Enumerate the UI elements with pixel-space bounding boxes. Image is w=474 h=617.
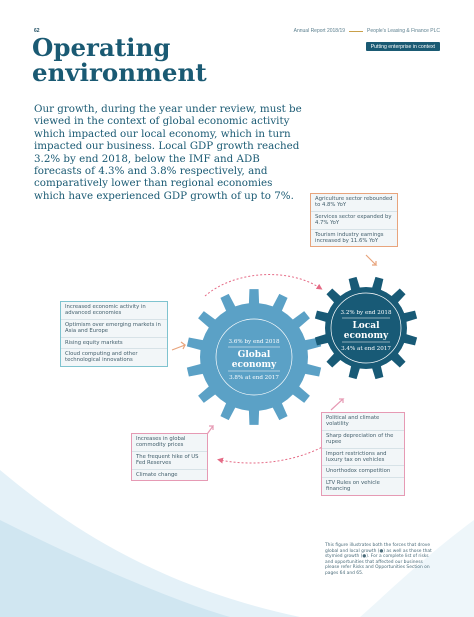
arrow-local-factors xyxy=(366,255,376,265)
global-growth-barriers xyxy=(131,433,208,481)
list-item: Rising equity markets xyxy=(61,338,167,349)
global-top-stat: 3.6% by end 2018 xyxy=(228,339,280,345)
local-growth-drivers xyxy=(310,193,398,247)
list-item: Services sector expanded by 4.7% YoY xyxy=(311,212,397,230)
global-label-line-2: economy xyxy=(231,360,277,370)
page-number: 62 xyxy=(34,28,40,34)
company-name: People's Leasing & Finance PLC xyxy=(367,28,440,34)
figure-footnote: This figure illustrates both the forces that drove global and local growth (●) as well as those that stymied growth (●). For a complete list of risks and opportunities that affected our business please refer Risks and Opportunities Section on pages 64 and 65. xyxy=(325,543,432,576)
report-title: Annual Report 2018/19 xyxy=(293,28,346,34)
local-top-stat: 3.2% by end 2018 xyxy=(340,310,392,316)
list-item: Unorthodox competition xyxy=(322,466,404,477)
global-bottom-stat: 3.8% at end 2017 xyxy=(229,375,279,381)
list-item: Political and climate volatility xyxy=(322,413,404,431)
global-growth-drivers xyxy=(60,301,168,367)
intro-paragraph: Our growth, during the year under review, must be viewed in the context of global economic activity which impacted our local economy, which in turn impacted our business. Local GDP growth reached 3.2% by end 2018, below the IMF and ADB forecasts of 4.3% and 3.8% respectively, and comparatively lower than regional economies which have experienced GDP growth of up to 7%. xyxy=(34,103,302,202)
local-bottom-stat: 3.4% at end 2017 xyxy=(341,346,391,352)
local-growth-barriers xyxy=(321,412,405,496)
list-item: Optimism over emerging markets in Asia and Europe xyxy=(61,320,167,338)
list-item: The frequent hike of US Fed Reserves xyxy=(132,452,207,470)
list-item: Import restrictions and luxury tax on vehicles xyxy=(322,449,404,467)
list-item: Cloud computing and other technological innovations xyxy=(65,351,138,364)
global-label-line-1: Global xyxy=(237,350,271,360)
list-item: Increased economic activity in advanced economies xyxy=(61,302,167,320)
top-cycle-arrow xyxy=(205,275,320,296)
list-item: LTV Rules on vehicle financing xyxy=(326,479,380,493)
list-item: Sharp depreciation of the rupee xyxy=(322,431,404,449)
list-item: Increases in global commodity prices xyxy=(132,434,207,452)
list-item: Climate change xyxy=(136,471,178,478)
arrow-local-negative xyxy=(331,399,343,410)
list-item: Tourism industry earnings increased by 11.6% YoY xyxy=(315,231,384,245)
title-line-2: environment xyxy=(32,58,207,87)
section-label: Putting enterprise in context xyxy=(366,42,440,51)
local-label-line-2: economy xyxy=(343,331,389,341)
local-label-line-1: Local xyxy=(352,321,380,331)
arrow-global-positive xyxy=(172,342,185,350)
list-item: Agriculture sector rebounded to 4.8% YoY xyxy=(311,194,397,212)
title-line-1: Operating xyxy=(32,33,171,62)
